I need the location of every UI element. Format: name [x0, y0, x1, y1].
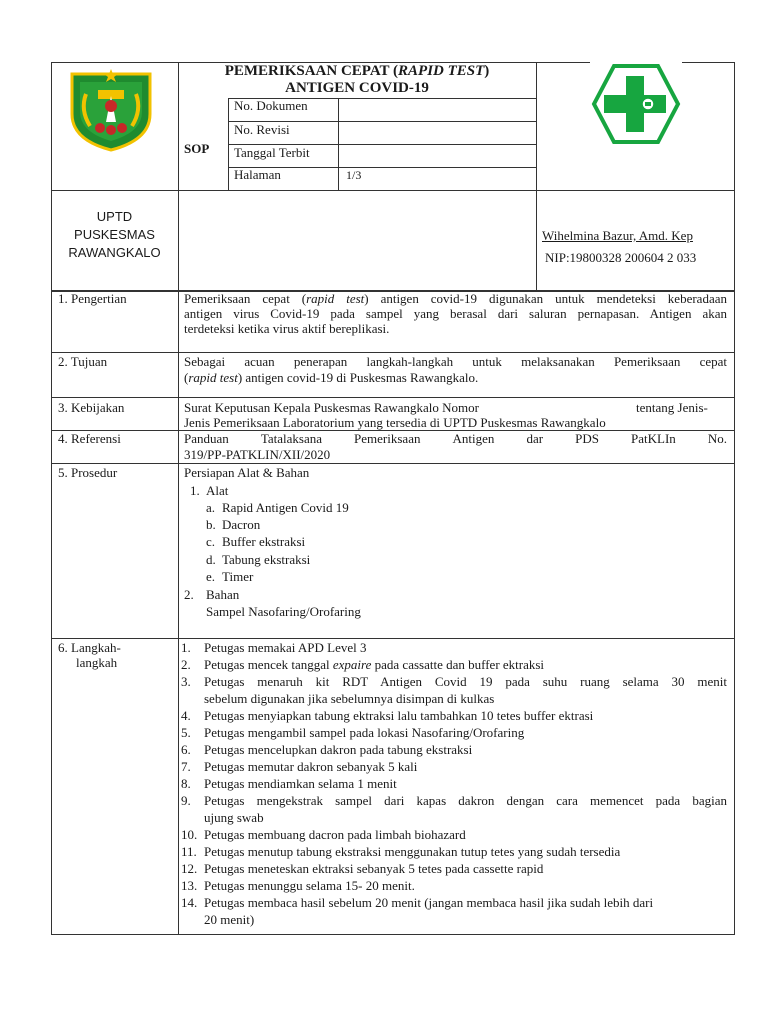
title-line2: ANTIGEN COVID-19 — [285, 80, 429, 96]
header-col-divider-right — [536, 62, 537, 291]
step-text: Petugas mengambil sampel pada lokasi Nasofaring/Orofaring — [204, 725, 525, 740]
title-line1-italic: RAPID TEST — [398, 63, 485, 79]
alat-item: Dacron — [222, 517, 261, 532]
step-text: Petugas mengekstrak sampel dari kapas dakron dengan cara memencet pada bagian — [204, 793, 727, 808]
step-text: Petugas menyiapkan tabung ektraksi lalu tambahkan 10 tetes buffer ektrasi — [204, 708, 594, 723]
field-label-no-revisi: No. Revisi — [234, 122, 290, 137]
alat-item-letter: e. — [206, 569, 216, 584]
steps-list — [181, 640, 727, 929]
org-name — [52, 208, 177, 262]
kebijakan-line1b: tentang Jenis- — [636, 400, 708, 415]
referensi-word: PatKLIn — [631, 431, 676, 446]
referensi-line2: 319/PP-PATKLIN/XII/2020 — [184, 447, 331, 462]
step-item — [181, 674, 727, 708]
regional-emblem-icon — [66, 66, 156, 152]
prosedur-heading: Persiapan Alat & Bahan — [184, 465, 310, 480]
step-number: 9. — [181, 793, 191, 808]
field-label-tanggal-terbit: Tanggal Terbit — [234, 145, 310, 160]
step-text-italic: expaire — [332, 657, 372, 672]
alat-number: 1. — [190, 483, 200, 498]
step-number: 11. — [181, 844, 197, 859]
label-langkah-line2: langkah — [76, 655, 118, 670]
referensi-word: Tatalaksana — [260, 431, 322, 446]
referensi-word: No. — [707, 431, 727, 446]
step-number: 12. — [181, 861, 198, 876]
kebijakan-line1a: Surat Keputusan Kepala Puskesmas Rawangkalo Nomor — [184, 400, 479, 415]
org-line1: UPTD — [96, 209, 133, 224]
pengertian-line1b: ) antigen covid-19 digunakan untuk mendeteksi keberadaan — [364, 291, 727, 306]
step-text: Petugas mencelupkan dakron pada tabung ekstraksi — [204, 742, 473, 757]
step-number: 10. — [181, 827, 198, 842]
step-text-cont: 20 menit) — [204, 912, 255, 927]
signer-name: Wihelmina Bazur, Amd. Kep — [542, 228, 693, 243]
alat-label: Alat — [206, 483, 229, 498]
step-text-cont: sebelum digunakan jika sebelumnya disimpan di kulkas — [204, 691, 495, 706]
step-item — [181, 776, 727, 793]
step-number: 2. — [181, 657, 191, 672]
step-text: Petugas memakai APD Level 3 — [204, 640, 367, 655]
bahan-label: Bahan — [206, 587, 240, 602]
alat-item-letter: a. — [206, 500, 216, 515]
step-number: 7. — [181, 759, 191, 774]
step-text: Petugas memutar dakron sebanyak 5 kali — [204, 759, 418, 774]
tujuan-line1: Sebagai acuan penerapan langkah-langkah untuk melaksanakan Pemeriksaan cepat — [184, 354, 727, 369]
alat-item-letter: d. — [206, 552, 216, 567]
puskesmas-cross-icon — [590, 62, 682, 146]
signer-nip: NIP:19800328 200604 2 033 — [545, 250, 697, 265]
alat-item: Timer — [222, 569, 254, 584]
referensi-word: Antigen — [452, 431, 495, 446]
step-number: 14. — [181, 895, 198, 910]
step-text-cont: ujung swab — [204, 810, 264, 825]
step-item — [181, 895, 727, 929]
row-line — [51, 638, 735, 639]
document-title — [180, 63, 534, 97]
field-label-no-dokumen: No. Dokumen — [234, 98, 308, 113]
step-text-part: Petugas mencek tanggal — [204, 657, 333, 672]
referensi-word: dar — [526, 431, 544, 446]
alat-item: Rapid Antigen Covid 19 — [222, 500, 349, 515]
label-langkah-line1: 6. Langkah- — [58, 640, 121, 655]
org-line3: RAWANGKALO — [68, 245, 161, 260]
kebijakan-line2: Jenis Pemeriksaan Laboratorium yang tersedia di UPTD Puskesmas Rawangkalo — [184, 415, 606, 430]
step-item — [181, 657, 727, 674]
title-line1-suffix: ) — [484, 63, 490, 79]
tujuan-line2-italic: rapid test — [188, 370, 238, 385]
step-number: 13. — [181, 878, 198, 893]
bahan-number: 2. — [184, 587, 194, 602]
sop-label: SOP — [184, 141, 210, 156]
step-item — [181, 725, 727, 742]
bahan-item: Sampel Nasofaring/Orofaring — [206, 604, 361, 619]
step-text — [204, 657, 544, 673]
step-number: 1. — [181, 640, 191, 655]
label-tujuan: 2. Tujuan — [58, 354, 108, 369]
step-item — [181, 827, 727, 844]
alat-item-letter: c. — [206, 534, 216, 549]
step-item — [181, 742, 727, 759]
field-value-halaman: 1/3 — [346, 168, 362, 182]
step-item — [181, 640, 727, 657]
pengertian-line1a: Pemeriksaan cepat ( — [184, 291, 307, 306]
row-line — [51, 463, 735, 464]
field-label-halaman: Halaman — [234, 167, 281, 182]
alat-item-letter: b. — [206, 517, 216, 532]
tujuan-line2a: ( — [184, 370, 189, 385]
step-number: 8. — [181, 776, 191, 791]
tujuan-line2b: ) antigen covid-19 di Puskesmas Rawangkalo. — [237, 370, 479, 385]
step-number: 6. — [181, 742, 191, 757]
referensi-word: Panduan — [184, 431, 229, 446]
pengertian-line1-italic: rapid test — [306, 291, 365, 306]
referensi-word: Pemeriksaan — [354, 431, 421, 446]
step-item — [181, 861, 727, 878]
step-text: Petugas menaruh kit RDT Antigen Covid 19 pada suhu ruang selama 30 menit — [204, 674, 727, 689]
pengertian-line2: antigen virus Covid-19 pada sampel yang berasal dari saluran pernapasan. Antigen akan — [184, 306, 727, 321]
step-item — [181, 844, 727, 861]
step-item — [181, 759, 727, 776]
step-text: Petugas membaca hasil sebelum 20 menit (jangan membaca hasil jika sudah lebih dari — [204, 895, 654, 910]
alat-item: Buffer ekstraksi — [222, 534, 306, 549]
header-col-divider-left — [178, 62, 179, 292]
title-line1-prefix: PEMERIKSAAN CEPAT ( — [224, 63, 399, 79]
step-text-part: pada cassatte dan buffer ektraksi — [371, 657, 545, 672]
step-number: 5. — [181, 725, 191, 740]
body-col-divider — [178, 290, 179, 935]
step-item — [181, 793, 727, 827]
step-text: Petugas menunggu selama 15- 20 menit. — [204, 878, 415, 893]
tujuan-line2 — [184, 370, 478, 386]
pengertian-line1 — [184, 291, 727, 307]
label-prosedur: 5. Prosedur — [58, 465, 118, 480]
step-text: Petugas menutup tabung ekstraksi menggunakan tutup tetes yang sudah tersedia — [204, 844, 621, 859]
label-pengertian: 1. Pengertian — [58, 291, 127, 306]
row-line — [51, 352, 735, 353]
label-referensi: 4. Referensi — [58, 431, 121, 446]
step-number: 4. — [181, 708, 191, 723]
step-text: Petugas mendiamkan selama 1 menit — [204, 776, 397, 791]
step-item — [181, 878, 727, 895]
pengertian-line3: terdeteksi ketika virus aktif bereplikasi. — [184, 321, 390, 336]
header-divider — [51, 190, 735, 191]
step-number: 3. — [181, 674, 191, 689]
alat-item: Tabung ekstraksi — [222, 552, 311, 567]
referensi-line1 — [184, 431, 727, 447]
row-line — [51, 397, 735, 398]
label-kebijakan: 3. Kebijakan — [58, 400, 125, 415]
step-text: Petugas meneteskan ektraksi sebanyak 5 tetes pada cassette rapid — [204, 861, 544, 876]
step-item — [181, 708, 727, 725]
referensi-word: PDS — [575, 431, 599, 446]
org-line2: PUSKESMAS — [74, 227, 155, 242]
step-text: Petugas membuang dacron pada limbah biohazard — [204, 827, 466, 842]
